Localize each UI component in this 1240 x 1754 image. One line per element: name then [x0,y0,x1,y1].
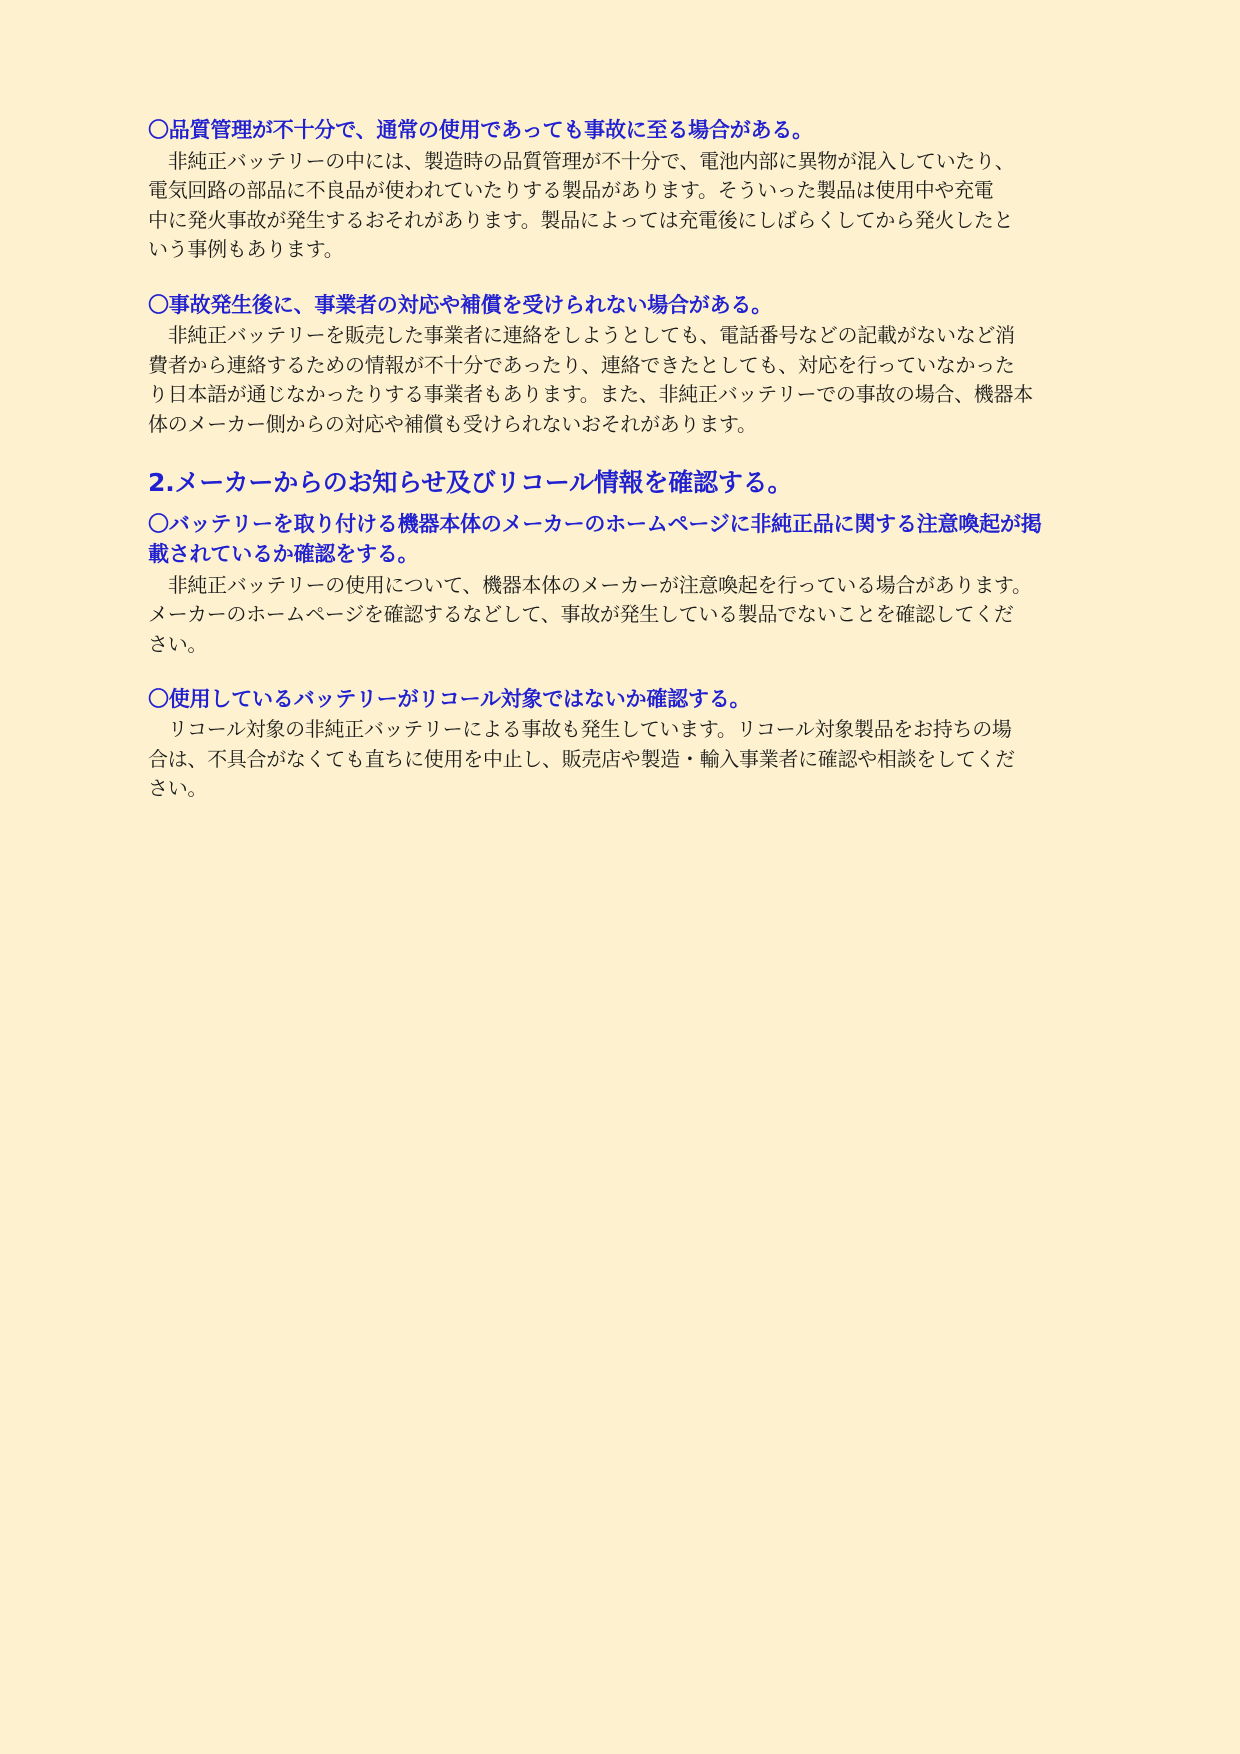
body-line: いう事例もあります。 [148,237,344,261]
block-heading: 〇品質管理が不十分で、通常の使用であっても事故に至る場合がある。 [148,118,813,142]
body-line: 非純正バッテリーの中には、製造時の品質管理が不十分で、電池内部に異物が混入していたり、 [148,149,1015,173]
body-line: 合は、不具合がなくても直ちに使用を中止し、販売店や製造・輸入事業者に確認や相談をしてくだ [148,747,1015,771]
body-line: リコール対象の非純正バッテリーによる事故も発生しています。リコール対象製品をお持ちの場 [148,717,1012,741]
section-title: 2.メーカーからのお知らせ及びリコール情報を確認する。 [148,468,793,497]
block-heading: 載されているか確認をする。 [148,542,419,566]
block-heading: 〇事故発生後に、事業者の対応や補償を受けられない場合がある。 [148,293,772,317]
body-line: メーカーのホームページを確認するなどして、事故が発生している製品でないことを確認してくだ [148,602,1014,626]
body-line: 非純正バッテリーの使用について、機器本体のメーカーが注意喚起を行っている場合があります。 [148,573,1032,597]
body-line: 非純正バッテリーを販売した事業者に連絡をしようとしても、電話番号などの記載がないなど消 [148,323,1015,347]
block-heading: 〇バッテリーを取り付ける機器本体のメーカーのホームページに非純正品に関する注意喚起が掲 [148,512,1042,536]
body-line: 電気回路の部品に不良品が使われていたりする製品があります。そういった製品は使用中や充電 [148,178,994,202]
block-heading: 〇使用しているバッテリーがリコール対象ではないか確認する。 [148,687,751,711]
body-line: り日本語が通じなかったりする事業者もあります。また、非純正バッテリーでの事故の場合、機器本 [148,382,1033,406]
body-line: 中に発火事故が発生するおそれがあります。製品によっては充電後にしばらくしてから発火したと [148,208,1014,232]
body-line: 費者から連絡するための情報が不十分であったり、連絡できたとしても、対応を行っていなかった [148,353,1015,377]
body-line: 体のメーカー側からの対応や補償も受けられないおそれがあります。 [148,412,757,436]
body-line: さい。 [148,632,208,656]
body-line: さい。 [148,776,208,800]
